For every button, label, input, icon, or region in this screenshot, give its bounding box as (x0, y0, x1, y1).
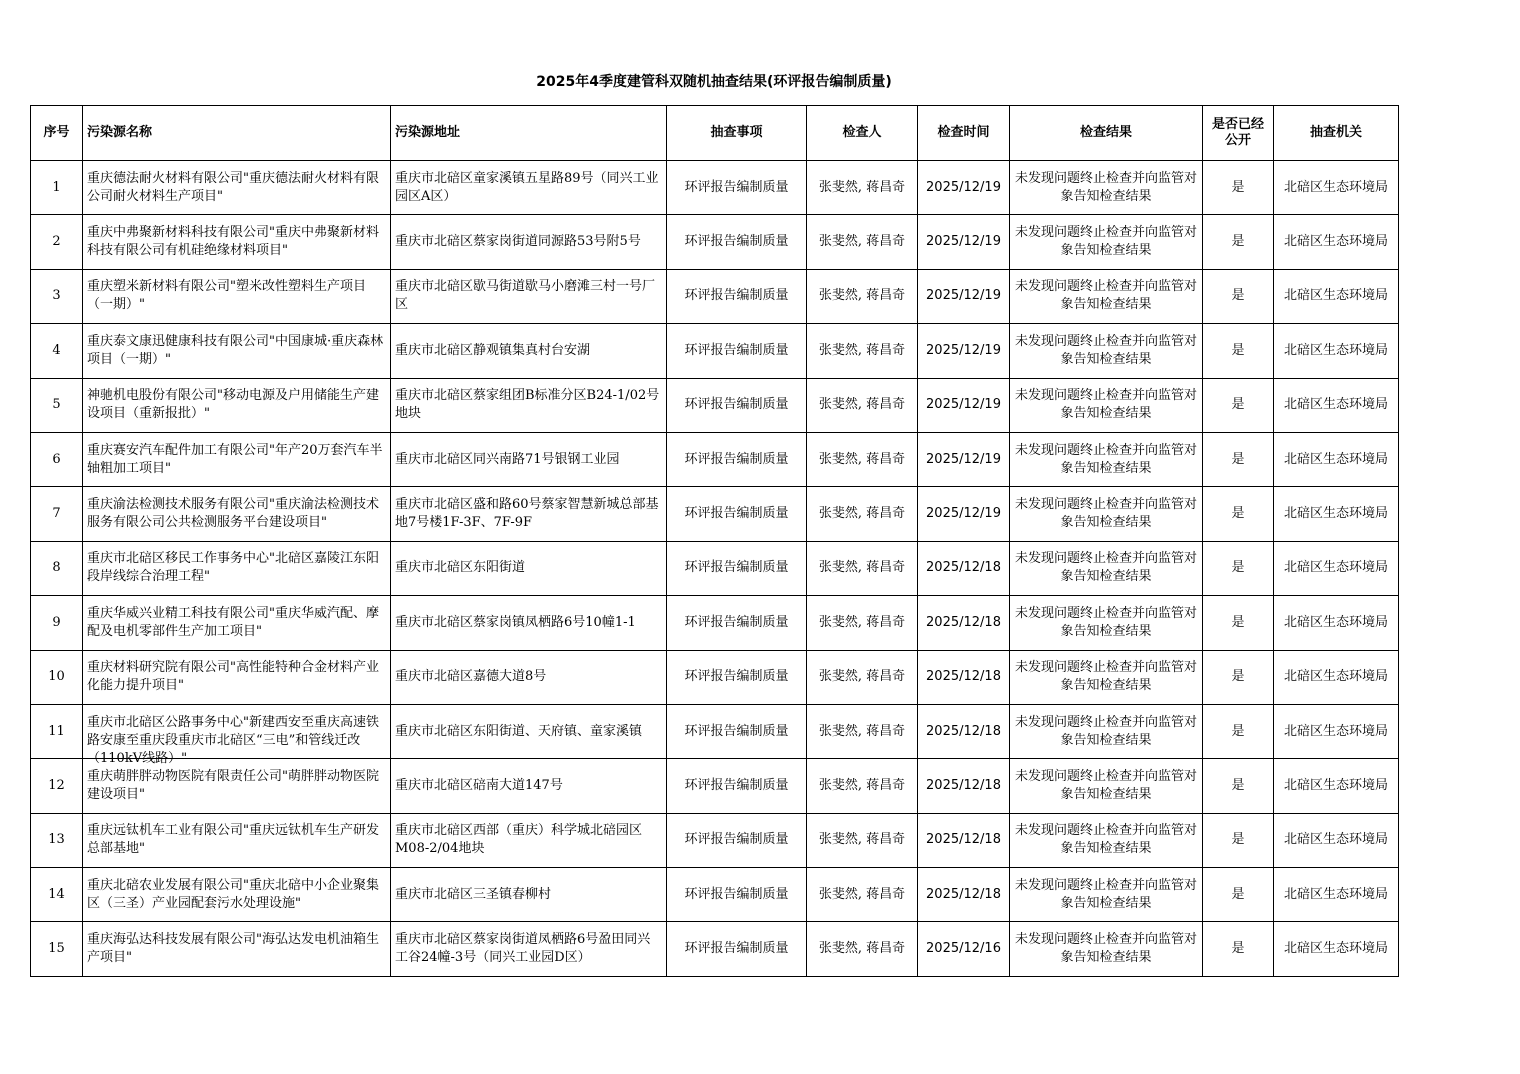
cell-inspector: 张斐然, 蒋昌奇 (807, 813, 918, 867)
cell-published: 是 (1203, 813, 1274, 867)
cell-pollution-source-name-text: 重庆渝法检测技术服务有限公司"重庆渝法检测技术服务有限公司公共检测服务平台建设项目" (87, 497, 379, 531)
cell-pollution-source-address-text: 重庆市北碚区蔡家组团B标准分区B24-1/02号地块 (395, 388, 660, 422)
cell-inspection-result (1010, 704, 1203, 758)
cell-inspection-date: 2025/12/18 (918, 541, 1010, 595)
cell-inspection-result-text: 未发现问题终止检查并向监管对象告知检查结果 (1014, 333, 1197, 367)
cell-inspector: 张斐然, 蒋昌奇 (807, 704, 918, 758)
table-row (31, 541, 1399, 595)
cell-inspection-result (1010, 487, 1203, 541)
table-header-row (31, 106, 1399, 161)
cell-pollution-source-name-text: 重庆远钛机车工业有限公司"重庆远钛机车生产研发总部基地" (87, 823, 379, 857)
cell-inspection-date: 2025/12/18 (918, 596, 1010, 650)
cell-inspection-agency: 北碚区生态环境局 (1274, 704, 1399, 758)
cell-inspection-date: 2025/12/19 (918, 487, 1010, 541)
cell-pollution-source-address (391, 596, 667, 650)
cell-inspection-agency: 北碚区生态环境局 (1274, 650, 1399, 704)
cell-pollution-source-name-text: 重庆市北碚区移民工作事务中心"北碚区嘉陵江东阳段岸线综合治理工程" (87, 551, 379, 585)
cell-index: 11 (31, 704, 83, 758)
table-row (31, 378, 1399, 432)
cell-pollution-source-address (391, 704, 667, 758)
cell-inspector: 张斐然, 蒋昌奇 (807, 378, 918, 432)
cell-inspection-date: 2025/12/18 (918, 813, 1010, 867)
cell-published: 是 (1203, 378, 1274, 432)
cell-pollution-source-address (391, 922, 667, 976)
cell-inspection-agency: 北碚区生态环境局 (1274, 324, 1399, 378)
cell-inspector: 张斐然, 蒋昌奇 (807, 432, 918, 486)
header-published: 是否已经公开 (1203, 106, 1274, 161)
cell-published: 是 (1203, 269, 1274, 323)
cell-index: 15 (31, 922, 83, 976)
header-inspection-result: 检查结果 (1010, 106, 1203, 161)
cell-pollution-source-address-text: 重庆市北碚区碚南大道147号 (395, 777, 563, 793)
cell-inspection-result-text: 未发现问题终止检查并向监管对象告知检查结果 (1014, 551, 1197, 585)
table-row (31, 759, 1399, 813)
cell-inspection-agency: 北碚区生态环境局 (1274, 215, 1399, 269)
cell-inspection-item: 环评报告编制质量 (667, 161, 807, 215)
cell-published: 是 (1203, 868, 1274, 922)
cell-pollution-source-address-text: 重庆市北碚区蔡家岗镇凤栖路6号10幢1-1 (395, 614, 636, 630)
cell-inspection-agency: 北碚区生态环境局 (1274, 432, 1399, 486)
cell-inspection-result (1010, 596, 1203, 650)
cell-inspector: 张斐然, 蒋昌奇 (807, 868, 918, 922)
cell-pollution-source-address-text: 重庆市北碚区同兴南路71号银钢工业园 (395, 451, 620, 467)
cell-pollution-source-address-text: 重庆市北碚区歇马街道歇马小磨滩三村一号厂区 (395, 279, 656, 313)
cell-inspection-agency: 北碚区生态环境局 (1274, 596, 1399, 650)
header-inspection-agency: 抽查机关 (1274, 106, 1399, 161)
cell-pollution-source-address (391, 487, 667, 541)
cell-index: 10 (31, 650, 83, 704)
cell-inspection-date: 2025/12/19 (918, 161, 1010, 215)
table-row (31, 596, 1399, 650)
cell-inspection-date: 2025/12/18 (918, 650, 1010, 704)
cell-pollution-source-name (83, 650, 391, 704)
cell-pollution-source-address-text: 重庆市北碚区三圣镇春柳村 (395, 886, 552, 902)
cell-inspection-item: 环评报告编制质量 (667, 704, 807, 758)
cell-index: 1 (31, 161, 83, 215)
cell-pollution-source-address (391, 813, 667, 867)
cell-inspection-result-text: 未发现问题终止检查并向监管对象告知检查结果 (1014, 877, 1197, 911)
cell-inspection-result-text: 未发现问题终止检查并向监管对象告知检查结果 (1014, 714, 1197, 748)
cell-pollution-source-name-text: 重庆北碚农业发展有限公司"重庆北碚中小企业聚集区（三圣）产业园配套污水处理设施" (87, 877, 379, 911)
cell-inspection-item: 环评报告编制质量 (667, 922, 807, 976)
cell-index: 2 (31, 215, 83, 269)
cell-inspection-agency: 北碚区生态环境局 (1274, 922, 1399, 976)
cell-inspection-result (1010, 324, 1203, 378)
cell-inspection-date: 2025/12/18 (918, 868, 1010, 922)
cell-inspection-item: 环评报告编制质量 (667, 759, 807, 813)
cell-pollution-source-name (83, 922, 391, 976)
header-inspection-date: 检查时间 (918, 106, 1010, 161)
cell-pollution-source-address-text: 重庆市北碚区静观镇集真村台安湖 (395, 342, 591, 358)
cell-inspection-result (1010, 378, 1203, 432)
cell-pollution-source-name (83, 324, 391, 378)
cell-pollution-source-name (83, 161, 391, 215)
cell-inspection-date: 2025/12/19 (918, 378, 1010, 432)
cell-pollution-source-address-text: 重庆市北碚区蔡家岗街道凤栖路6号盈田同兴工谷24幢-3号（同兴工业园D区） (395, 932, 651, 966)
cell-inspection-date: 2025/12/18 (918, 759, 1010, 813)
cell-pollution-source-address-text: 重庆市北碚区盛和路60号蔡家智慧新城总部基地7号楼1F-3F、7F-9F (395, 497, 659, 531)
cell-inspection-result-text: 未发现问题终止检查并向监管对象告知检查结果 (1014, 497, 1197, 531)
cell-pollution-source-address (391, 541, 667, 595)
cell-inspector: 张斐然, 蒋昌奇 (807, 759, 918, 813)
cell-inspection-agency: 北碚区生态环境局 (1274, 759, 1399, 813)
cell-inspection-agency: 北碚区生态环境局 (1274, 161, 1399, 215)
cell-inspection-result (1010, 759, 1203, 813)
cell-pollution-source-name-text: 重庆华威兴业精工科技有限公司"重庆华威汽配、摩配及电机零部件生产加工项目" (87, 605, 379, 639)
cell-inspector: 张斐然, 蒋昌奇 (807, 596, 918, 650)
cell-pollution-source-address (391, 269, 667, 323)
cell-published: 是 (1203, 541, 1274, 595)
cell-inspection-result-text: 未发现问题终止检查并向监管对象告知检查结果 (1014, 388, 1197, 422)
cell-inspection-item: 环评报告编制质量 (667, 813, 807, 867)
cell-published: 是 (1203, 759, 1274, 813)
cell-inspection-item: 环评报告编制质量 (667, 868, 807, 922)
cell-published: 是 (1203, 596, 1274, 650)
cell-pollution-source-address-text: 重庆市北碚区西部（重庆）科学城北碚园区M08-2/04地块 (395, 823, 643, 857)
cell-index: 6 (31, 432, 83, 486)
cell-pollution-source-name-text: 神驰机电股份有限公司"移动电源及户用储能生产建设项目（重新报批）" (87, 388, 379, 422)
cell-inspection-date: 2025/12/18 (918, 704, 1010, 758)
cell-inspection-item: 环评报告编制质量 (667, 650, 807, 704)
cell-published: 是 (1203, 922, 1274, 976)
cell-inspection-agency: 北碚区生态环境局 (1274, 487, 1399, 541)
cell-pollution-source-name-text: 重庆海弘达科技发展有限公司"海弘达发电机油箱生产项目" (87, 932, 379, 966)
cell-inspection-item: 环评报告编制质量 (667, 432, 807, 486)
cell-inspection-result (1010, 813, 1203, 867)
cell-inspector: 张斐然, 蒋昌奇 (807, 161, 918, 215)
cell-inspection-date: 2025/12/19 (918, 269, 1010, 323)
cell-inspector: 张斐然, 蒋昌奇 (807, 922, 918, 976)
cell-inspection-agency: 北碚区生态环境局 (1274, 269, 1399, 323)
table-row (31, 215, 1399, 269)
cell-inspector: 张斐然, 蒋昌奇 (807, 650, 918, 704)
cell-inspection-date: 2025/12/16 (918, 922, 1010, 976)
cell-inspection-result-text: 未发现问题终止检查并向监管对象告知检查结果 (1014, 823, 1197, 857)
cell-inspector: 张斐然, 蒋昌奇 (807, 269, 918, 323)
cell-pollution-source-address-text: 重庆市北碚区东阳街道、天府镇、童家溪镇 (395, 723, 643, 739)
cell-inspector: 张斐然, 蒋昌奇 (807, 487, 918, 541)
cell-inspector: 张斐然, 蒋昌奇 (807, 324, 918, 378)
cell-inspection-result-text: 未发现问题终止检查并向监管对象告知检查结果 (1014, 170, 1197, 204)
cell-pollution-source-name (83, 704, 391, 766)
cell-inspection-result-text: 未发现问题终止检查并向监管对象告知检查结果 (1014, 932, 1197, 966)
cell-index: 8 (31, 541, 83, 595)
cell-index: 7 (31, 487, 83, 541)
cell-published: 是 (1203, 215, 1274, 269)
cell-pollution-source-address (391, 650, 667, 704)
cell-pollution-source-name-text: 重庆中弗聚新材料科技有限公司"重庆中弗聚新材料科技有限公司有机硅绝缘材料项目" (87, 225, 379, 259)
header-index: 序号 (31, 106, 83, 161)
cell-published: 是 (1203, 324, 1274, 378)
cell-pollution-source-address (391, 324, 667, 378)
cell-pollution-source-name (83, 487, 391, 541)
cell-pollution-source-name-text: 重庆赛安汽车配件加工有限公司"年产20万套汽车半轴粗加工项目" (87, 442, 383, 476)
cell-inspection-item: 环评报告编制质量 (667, 269, 807, 323)
cell-pollution-source-name (83, 269, 391, 323)
table-row (31, 432, 1399, 486)
cell-inspection-agency: 北碚区生态环境局 (1274, 378, 1399, 432)
cell-pollution-source-address (391, 868, 667, 922)
cell-pollution-source-name-text: 重庆市北碚区公路事务中心"新建西安至重庆高速铁路安康至重庆段重庆市北碚区“三电”和管线迁改（110kV线路）" (87, 714, 379, 766)
header-pollution-source-name: 污染源名称 (83, 106, 391, 161)
cell-pollution-source-name-text: 重庆材料研究院有限公司"高性能特种合金材料产业化能力提升项目" (87, 660, 379, 694)
cell-inspection-result (1010, 269, 1203, 323)
table-row (31, 868, 1399, 922)
cell-inspection-item: 环评报告编制质量 (667, 378, 807, 432)
cell-inspection-result-text: 未发现问题终止检查并向监管对象告知检查结果 (1014, 225, 1197, 259)
cell-published: 是 (1203, 432, 1274, 486)
cell-index: 12 (31, 759, 83, 813)
cell-inspector: 张斐然, 蒋昌奇 (807, 541, 918, 595)
cell-inspection-agency: 北碚区生态环境局 (1274, 541, 1399, 595)
cell-inspection-agency: 北碚区生态环境局 (1274, 813, 1399, 867)
cell-pollution-source-address (391, 759, 667, 813)
cell-inspection-result (1010, 650, 1203, 704)
cell-inspection-date: 2025/12/19 (918, 432, 1010, 486)
cell-inspection-item: 环评报告编制质量 (667, 541, 807, 595)
document-title: 2025年4季度建管科双随机抽查结果(环评报告编制质量) (536, 74, 892, 90)
cell-pollution-source-name (83, 541, 391, 595)
header-inspection-item: 抽查事项 (667, 106, 807, 161)
cell-inspection-result (1010, 541, 1203, 595)
cell-inspection-date: 2025/12/19 (918, 324, 1010, 378)
cell-inspection-result-text: 未发现问题终止检查并向监管对象告知检查结果 (1014, 279, 1197, 313)
cell-inspection-result-text: 未发现问题终止检查并向监管对象告知检查结果 (1014, 768, 1197, 802)
cell-pollution-source-name (83, 596, 391, 650)
table-body (31, 161, 1399, 977)
table-row (31, 487, 1399, 541)
cell-inspection-item: 环评报告编制质量 (667, 215, 807, 269)
cell-pollution-source-name (83, 868, 391, 922)
cell-inspection-result (1010, 215, 1203, 269)
cell-inspection-result (1010, 432, 1203, 486)
cell-published: 是 (1203, 161, 1274, 215)
table-row (31, 813, 1399, 867)
cell-pollution-source-address (391, 378, 667, 432)
cell-pollution-source-name (83, 378, 391, 432)
cell-index: 9 (31, 596, 83, 650)
cell-pollution-source-name-text: 重庆泰文康迅健康科技有限公司"中国康城·重庆森林项目（一期）" (87, 333, 384, 367)
cell-pollution-source-name-text: 重庆塑米新材料有限公司"塑米改性塑料生产项目（一期）" (87, 279, 366, 313)
cell-pollution-source-name-text: 重庆德法耐火材料有限公司"重庆德法耐火材料有限公司耐火材料生产项目" (87, 170, 379, 204)
cell-pollution-source-address (391, 161, 667, 215)
cell-pollution-source-name (83, 432, 391, 486)
table-row (31, 922, 1399, 976)
cell-inspector: 张斐然, 蒋昌奇 (807, 215, 918, 269)
cell-index: 4 (31, 324, 83, 378)
cell-inspection-result-text: 未发现问题终止检查并向监管对象告知检查结果 (1014, 605, 1197, 639)
cell-inspection-result (1010, 161, 1203, 215)
cell-published: 是 (1203, 650, 1274, 704)
cell-index: 3 (31, 269, 83, 323)
cell-index: 5 (31, 378, 83, 432)
cell-index: 13 (31, 813, 83, 867)
cell-inspection-item: 环评报告编制质量 (667, 596, 807, 650)
table-row (31, 269, 1399, 323)
cell-pollution-source-address (391, 215, 667, 269)
cell-published: 是 (1203, 704, 1274, 758)
cell-inspection-result (1010, 922, 1203, 976)
cell-inspection-item: 环评报告编制质量 (667, 487, 807, 541)
header-pollution-source-address: 污染源地址 (391, 106, 667, 161)
cell-pollution-source-name-text: 重庆萌胖胖动物医院有限责任公司"萌胖胖动物医院建设项目" (87, 768, 379, 802)
cell-inspection-result-text: 未发现问题终止检查并向监管对象告知检查结果 (1014, 442, 1197, 476)
table-row (31, 324, 1399, 378)
cell-pollution-source-address-text: 重庆市北碚区嘉德大道8号 (395, 669, 547, 685)
cell-pollution-source-address-text: 重庆市北碚区蔡家岗街道同源路53号附5号 (395, 234, 641, 250)
cell-index: 14 (31, 868, 83, 922)
table-row (31, 161, 1399, 215)
cell-pollution-source-address-text: 重庆市北碚区东阳街道 (395, 560, 526, 576)
cell-inspection-item: 环评报告编制质量 (667, 324, 807, 378)
table-row (31, 704, 1399, 758)
header-inspector: 检查人 (807, 106, 918, 161)
cell-pollution-source-address-text: 重庆市北碚区童家溪镇五星路89号（同兴工业园区A区） (395, 170, 659, 204)
inspection-results-table (30, 105, 1399, 977)
cell-inspection-agency: 北碚区生态环境局 (1274, 868, 1399, 922)
cell-published: 是 (1203, 487, 1274, 541)
cell-inspection-result-text: 未发现问题终止检查并向监管对象告知检查结果 (1014, 660, 1197, 694)
cell-inspection-result (1010, 868, 1203, 922)
cell-pollution-source-address (391, 432, 667, 486)
cell-pollution-source-name (83, 215, 391, 269)
cell-inspection-date: 2025/12/19 (918, 215, 1010, 269)
cell-pollution-source-name (83, 813, 391, 867)
table-row (31, 650, 1399, 704)
